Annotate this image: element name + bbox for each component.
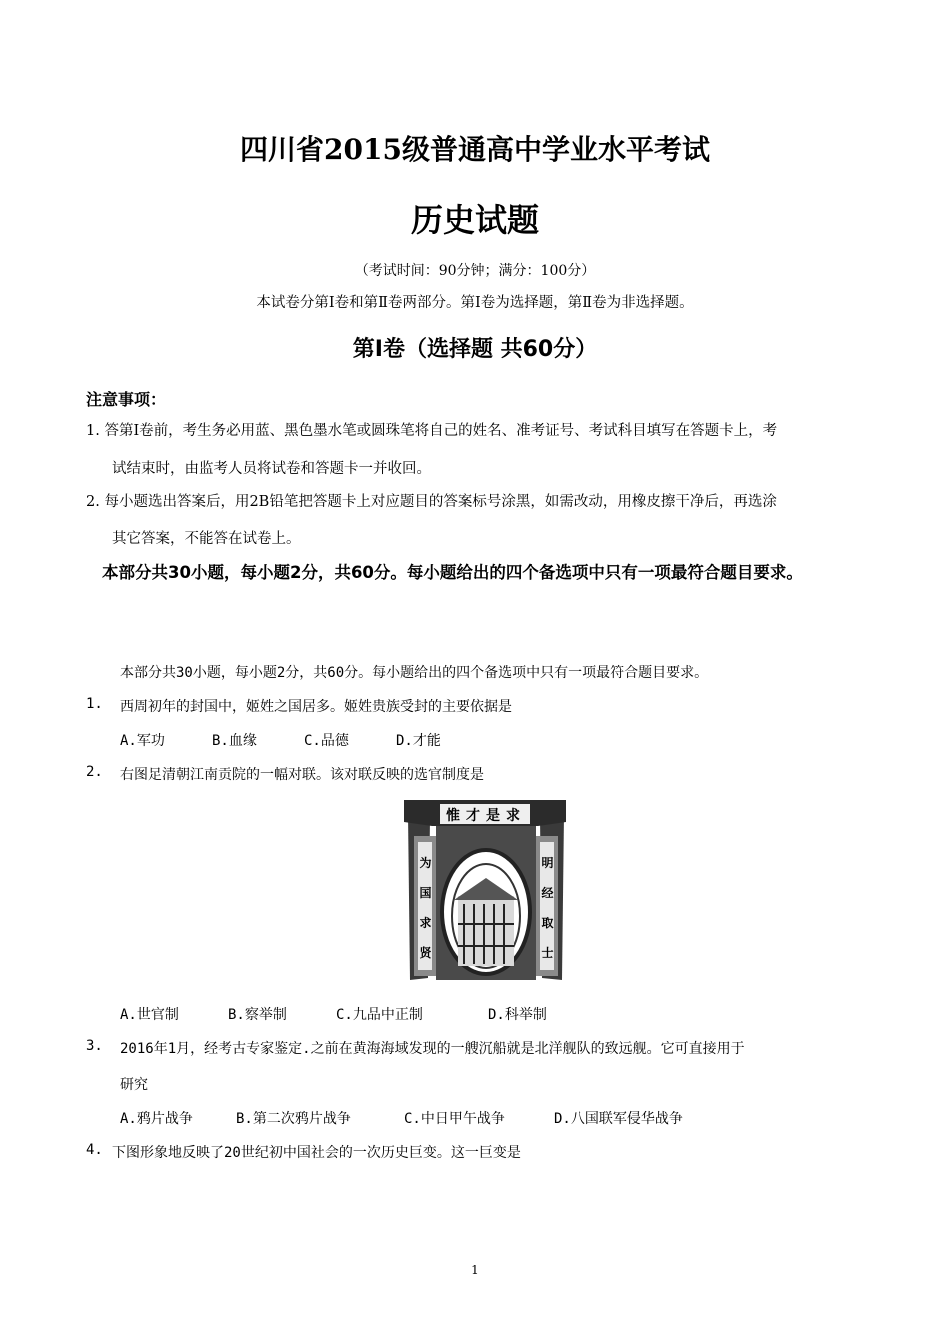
option-c: C.九品中正制 <box>336 1007 423 1023</box>
option-a: A.世官制 <box>120 1007 179 1023</box>
option-d: D.才能 <box>396 733 441 749</box>
option-a: A.鸦片战争 <box>120 1111 193 1127</box>
notice-item-1-line-2: 试结束时，由监考人员将试卷和答题卡一并收回。 <box>112 461 431 477</box>
notice-item-1-line-1: 1. 答第Ⅰ卷前，考生务必用蓝、黑色墨水笔或圆珠笔将自己的姓名、准考证号、考试科目填写在答题卡上，考 <box>86 423 778 439</box>
question-stem: 右图足清朝江南贡院的一幅对联。该对联反映的选官制度是 <box>120 767 484 783</box>
question-stem-line-2: 研究 <box>120 1077 148 1093</box>
option-b: B.第二次鸦片战争 <box>236 1111 351 1127</box>
couplet-left-text: 为国求贤 <box>419 856 432 960</box>
section-title: 第Ⅰ卷（选择题 共60分） <box>352 337 598 362</box>
question-number: 3. <box>86 1038 103 1054</box>
couplet-top-text: 惟才是求 <box>446 808 526 824</box>
exam-info: （考试时间：90分钟；满分：100分） <box>354 263 596 279</box>
subject-title: 历史试题 <box>410 201 539 239</box>
notice-item-2-line-2: 其它答案，不能答在试卷上。 <box>112 531 301 547</box>
option-c: C.品德 <box>304 733 349 749</box>
question-number: 1. <box>86 696 103 712</box>
question-stem-line-1: 2016年1月，经考古专家鉴定.之前在黄海海域发现的一艘沉船就是北洋舰队的致远舰。它可直接用于 <box>120 1041 745 1057</box>
option-b: B.血缘 <box>212 733 257 749</box>
option-d: D.科举制 <box>488 1007 547 1023</box>
option-d: D.八国联军侵华战争 <box>554 1111 683 1127</box>
question-number: 2. <box>86 764 103 780</box>
notice-item-2-line-1: 2. 每小题选出答案后，用2B铅笔把答题卡上对应题目的答案标号涂黑，如需改动，用橡皮擦干净后，再选涂 <box>86 494 777 510</box>
part-instruction: 本部分共30小题，每小题2分，共60分。每小题给出的四个备选项中只有一项最符合题目要求。 <box>120 665 709 681</box>
part-instruction-bold: 本部分共30小题，每小题2分，共60分。每小题给出的四个备选项中只有一项最符合题目要求。 <box>102 563 803 582</box>
option-b: B.察举制 <box>228 1007 287 1023</box>
question-stem: 下图形象地反映了20世纪初中国社会的一次历史巨变。这一巨变是 <box>112 1145 521 1161</box>
page-number: 1 <box>471 1263 479 1277</box>
option-a: A.军功 <box>120 733 165 749</box>
couplet-figure <box>398 796 572 984</box>
notice-heading: 注意事项： <box>86 390 167 409</box>
question-number: 4. <box>86 1142 103 1158</box>
couplet-right-text: 明经取士 <box>541 856 554 960</box>
exam-title: 四川省2015级普通高中学业水平考试 <box>240 133 710 166</box>
question-stem: 西周初年的封国中，姬姓之国居多。姬姓贵族受封的主要依据是 <box>120 699 512 715</box>
paper-intro: 本试卷分第Ⅰ卷和第Ⅱ卷两部分。第Ⅰ卷为选择题，第Ⅱ卷为非选择题。 <box>256 295 694 311</box>
option-c: C.中日甲午战争 <box>404 1111 505 1127</box>
